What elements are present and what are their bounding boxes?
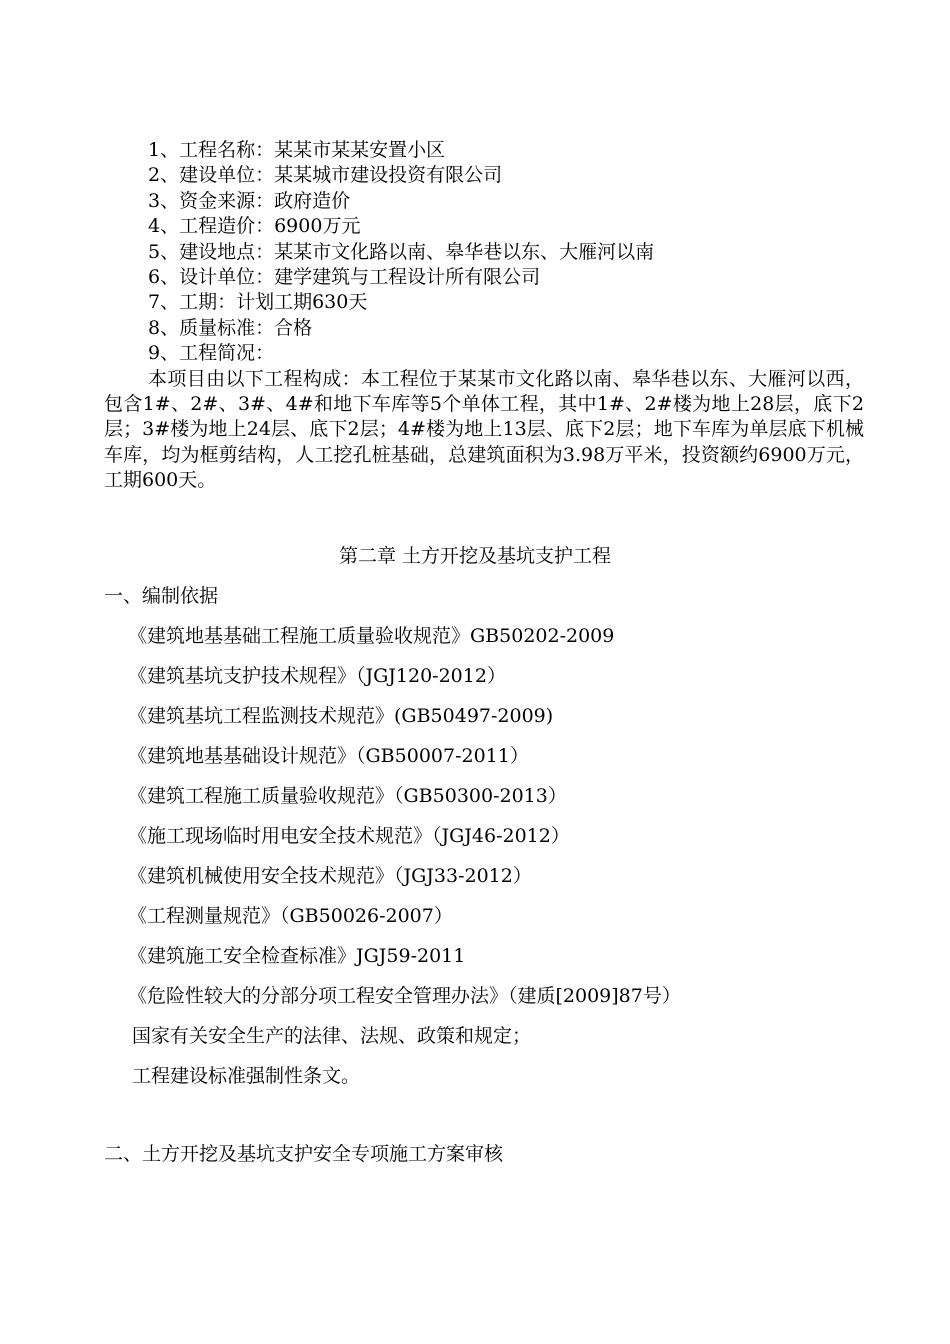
basis-list — [128, 622, 918, 1102]
info-project-cost: 4、工程造价：6900万元 — [148, 215, 361, 238]
basis-item: 《危险性较大的分部分项工程安全管理办法》（建质[2009]87号） — [128, 985, 681, 1007]
basis-item: 《建筑基坑支护技术规程》（JGJ120-2012） — [128, 665, 506, 687]
basis-item: 《建筑机械使用安全技术规范》（JGJ33-2012） — [128, 865, 532, 887]
basis-item: 《建筑地基基础工程施工质量验收规范》GB50202-2009 — [128, 625, 615, 647]
info-overview-label: 9、工程简况： — [148, 342, 275, 365]
info-project-name: 1、工程名称：某某市某某安置小区 — [148, 139, 446, 161]
basis-item: 工程建设标准强制性条文。 — [132, 1065, 361, 1087]
info-construction-unit: 2、建设单位：某某城市建设投资有限公司 — [148, 164, 503, 187]
project-info — [104, 138, 864, 494]
info-design-unit: 6、设计单位：建学建筑与工程设计所有限公司 — [148, 266, 541, 289]
basis-item: 《施工现场临时用电安全技术规范》（JGJ46-2012） — [128, 825, 570, 847]
basis-item: 《工程测量规范》（GB50026-2007） — [128, 905, 453, 927]
project-overview-paragraph: 本项目由以下工程构成：本工程位于某某市文化路以南、皋华巷以东、大雁河以西，包含1#、2#、3#、4#和地下车库等5个单体工程，其中1#、2#楼为地上28层，底下2层；3#楼为地上24层、底下2层；4#楼为地上13层、底下2层；地下车库为单层底下机械车库，均为框剪结构，人工挖孔桩基础，总建筑面积为3.98万平米，投资额约6900万元，工期600天。 — [104, 367, 864, 492]
section-heading-basis: 一、编制依据 — [104, 585, 219, 607]
basis-item: 《建筑工程施工质量验收规范》（GB50300-2013） — [128, 785, 567, 807]
basis-item: 国家有关安全生产的法律、法规、政策和规定； — [132, 1025, 532, 1047]
info-fund-source: 3、资金来源：政府造价 — [148, 189, 351, 212]
chapter-title: 第二章 土方开挖及基坑支护工程 — [338, 545, 612, 567]
info-quality-standard: 8、质量标准：合格 — [148, 316, 313, 339]
basis-item: 《建筑施工安全检查标准》JGJ59-2011 — [128, 945, 466, 967]
info-location: 5、建设地点：某某市文化路以南、皋华巷以东、大雁河以南 — [148, 240, 655, 263]
info-duration: 7、工期：计划工期630天 — [148, 291, 368, 314]
basis-item: 《建筑地基基础设计规范》（GB50007-2011） — [128, 745, 529, 767]
basis-item: 《建筑基坑工程监测技术规范》(GB50497-2009) — [128, 705, 554, 727]
section-heading-review: 二、土方开挖及基坑支护安全专项施工方案审核 — [104, 1143, 504, 1165]
